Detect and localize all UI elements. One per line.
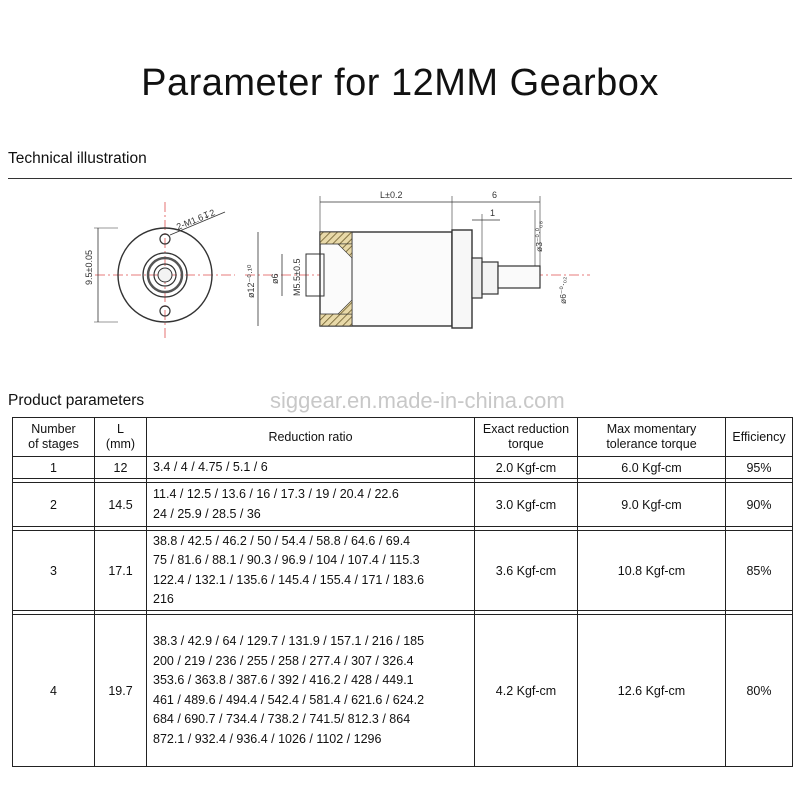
ratio-line: 216: [153, 592, 174, 606]
table-row: [13, 615, 793, 767]
header-efficiency: Efficiency: [726, 418, 793, 457]
header-length-line2: (mm): [105, 437, 136, 451]
ratio-line: 353.6 / 363.8 / 387.6 / 392 / 416.2 / 428 / 449.1: [153, 673, 414, 687]
table-row: [13, 483, 793, 527]
header-torque: [475, 418, 578, 457]
ratio-line: 3.4 / 4 / 4.75 / 5.1 / 6: [153, 459, 268, 474]
front-view: [84, 202, 235, 340]
ratio-line: 461 / 489.6 / 494.4 / 542.4 / 581.4 / 621.6 / 624.2: [153, 692, 425, 707]
technical-illustration-heading: Technical illustration: [8, 150, 147, 167]
ratio-line: 684 / 690.7 / 734.4 / 738.2 / 741.5/ 812.3 / 864: [153, 712, 411, 726]
cell-length: 19.7: [95, 615, 147, 767]
face-height-dimension: 9.5±0.05: [84, 250, 94, 285]
ratio-line: 75 / 81.6 / 88.1 / 90.3 / 96.9 / 104 / 107.4 / 115.3: [153, 553, 420, 567]
cell-torque: 4.2 Kgf-cm: [475, 615, 578, 767]
header-length: [95, 418, 147, 457]
cell-length: 14.5: [95, 483, 147, 527]
shaft-step-dimension: 1: [490, 208, 496, 218]
header-torque-line1: Exact reduction: [482, 422, 570, 436]
shaft-length-dimension: 6: [492, 190, 498, 200]
cell-length: 12: [95, 457, 147, 479]
header-max-torque-line2: tolerance torque: [606, 437, 697, 451]
product-parameters-heading: Product parameters: [8, 392, 145, 409]
cell-stages: 4: [13, 615, 95, 767]
ratio-line: 38.8 / 42.5 / 46.2 / 50 / 54.4 / 58.8 / 64.6 / 69.4: [153, 533, 411, 548]
cell-stages: 2: [13, 483, 95, 527]
cell-torque: 2.0 Kgf-cm: [475, 457, 578, 479]
cell-max-torque: 10.8 Kgf-cm: [578, 531, 726, 611]
table-row: [13, 531, 793, 611]
technical-divider: [8, 178, 792, 179]
gearbox-technical-drawing: [0, 180, 800, 350]
cell-stages: 1: [13, 457, 95, 479]
cell-max-torque: 12.6 Kgf-cm: [578, 615, 726, 767]
cell-reduction-ratio: [147, 457, 475, 479]
watermark: siggear.en.made-in-china.com: [270, 388, 565, 413]
inner-diameter-dimension: ø6: [270, 273, 280, 284]
ratio-line: 122.4 / 132.1 / 135.6 / 145.4 / 155.4 / 171 / 183.6: [153, 572, 425, 587]
header-stages-line1: Number: [31, 422, 76, 436]
header-ratio: Reduction ratio: [147, 418, 475, 457]
cell-efficiency: 80%: [726, 615, 793, 767]
cell-efficiency: 95%: [726, 457, 793, 479]
page-title: Parameter for 12MM Gearbox: [141, 62, 659, 104]
cell-reduction-ratio: [147, 615, 475, 767]
cell-stages: 3: [13, 531, 95, 611]
header-length-line1: L: [117, 422, 124, 436]
ratio-line: 200 / 219 / 236 / 255 / 258 / 277.4 / 307 / 326.4: [153, 653, 414, 668]
screw-dimension: 2-M1.6↧2: [175, 207, 217, 232]
ratio-line: 872.1 / 932.4 / 936.4 / 1026 / 1102 / 1296: [153, 731, 382, 746]
cell-torque: 3.0 Kgf-cm: [475, 483, 578, 527]
cell-reduction-ratio: [147, 483, 475, 527]
cell-max-torque: 6.0 Kgf-cm: [578, 457, 726, 479]
cell-reduction-ratio: [147, 531, 475, 611]
cell-efficiency: 90%: [726, 483, 793, 527]
cell-efficiency: 85%: [726, 531, 793, 611]
ratio-line: 24 / 25.9 / 28.5 / 36: [153, 506, 261, 521]
cell-torque: 3.6 Kgf-cm: [475, 531, 578, 611]
header-max-torque: [578, 418, 726, 457]
collar-diameter-dimension: ø6⁻⁰·₀₂: [558, 276, 568, 304]
header-stages: [13, 418, 95, 457]
header-torque-line2: torque: [508, 437, 544, 451]
table-row: [13, 457, 793, 479]
cell-length: 17.1: [95, 531, 147, 611]
product-parameters-table: [12, 417, 793, 767]
body-diameter-dimension: ø12⁻⁰·¹⁰: [246, 264, 256, 298]
ratio-line: 11.4 / 12.5 / 13.6 / 16 / 17.3 / 19 / 20.4 / 22.6: [153, 487, 399, 501]
side-view: [245, 190, 590, 328]
header-stages-line2: of stages: [28, 437, 79, 451]
ratio-line: 38.3 / 42.9 / 64 / 129.7 / 131.9 / 157.1 / 216 / 185: [153, 634, 425, 648]
table-header-row: [13, 418, 793, 457]
cell-max-torque: 9.0 Kgf-cm: [578, 483, 726, 527]
shaft-diameter-dimension: ø3⁻⁰·⁰₀₈: [534, 220, 544, 252]
length-dimension: L±0.2: [380, 190, 403, 200]
thread-dimension: M5.5±0.5: [292, 258, 302, 296]
header-max-torque-line1: Max momentary: [606, 422, 697, 436]
